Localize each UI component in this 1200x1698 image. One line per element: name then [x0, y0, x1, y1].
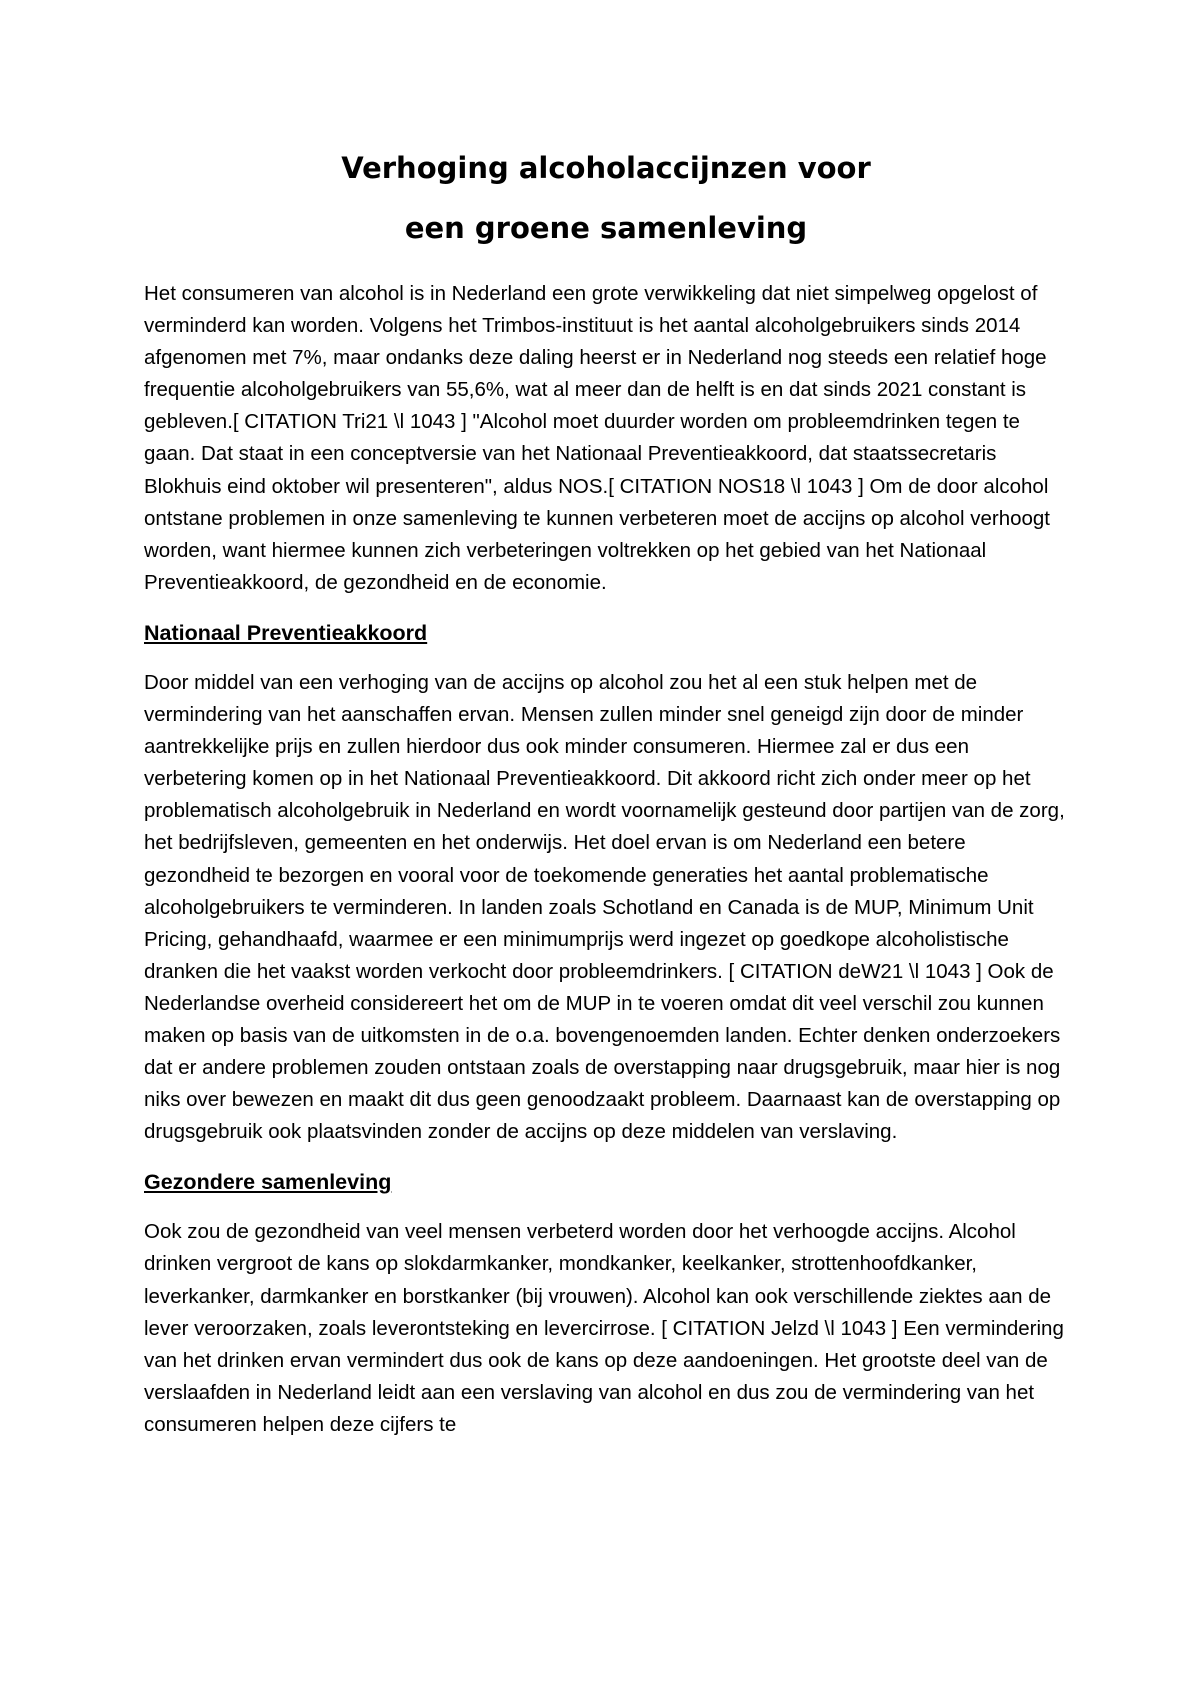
intro-paragraph: Het consumeren van alcohol is in Nederland een grote verwikkeling dat niet simpelweg opgelost of verminderd kan worden. Volgens het Trimbos-instituut is het aantal alcoholgebruikers sinds 2014 afgenomen met 7%, maar ondanks deze daling heerst er in Nederland nog steeds een relatief hoge frequentie alcoholgebruikers van 55,6%, wat al meer dan de helft is en dat sinds 2021 constant is gebleven.[ CITATION Tri21 \l 1043 ] "Alcohol moet duurder worden om probleemdrinken tegen te gaan. Dat staat in een conceptversie van het Nationaal Preventieakkoord, dat staatssecretaris Blokhuis eind oktober wil presenteren", aldus NOS.[ CITATION NOS18 \l 1043 ] Om de door alcohol ontstane problemen in onze samenleving te kunnen verbeteren moet de accijns op alcohol verhoogt worden, want hiermee kunnen zich verbeteringen voltrekken op het gebied van het Nationaal Preventieakkoord, de gezondheid en de economie. [144, 282, 1050, 594]
section-body-preventieakkoord: Door middel van een verhoging van de accijns op alcohol zou het al een stuk helpen met de vermindering van het aanschaffen ervan. Mensen zullen minder snel geneigd zijn door de minder aantrekkelijke prijs en zullen hierdoor dus ook minder consumeren. Hiermee zal er dus een verbetering komen op in het Nationaal Preventieakkoord. Dit akkoord richt zich onder meer op het problematisch alcoholgebruik in Nederland en wordt voornamelijk gesteund door partijen van de zorg, het bedrijfsleven, gemeenten en het onderwijs. Het doel ervan is om Nederland een betere gezondheid te bezorgen en vooral voor de toekomende generaties het aantal problematische alcoholgebruikers te verminderen. In landen zoals Schotland en Canada is de MUP, Minimum Unit Pricing, gehandhaafd, waarmee er een minimumprijs werd ingezet op goedkope alcoholistische dranken die het vaakst worden verkocht door probleemdrinkers. [ CITATION deW21 \l 1043 ] Ook de Nederlandse overheid considereert het om de MUP in te voeren omdat dit veel verschil zou kunnen maken op basis van de uitkomsten in de o.a. bovengenoemden landen. Echter denken onderzoekers dat er andere problemen zouden ontstaan zoals de overstapping naar drugsgebruik, maar hier is nog niks over bewezen en maakt dit dus geen genoodzaakt probleem. Daarnaast kan de overstapping op drugsgebruik ook plaatsvinden zonder de accijns op deze middelen van verslaving. [144, 670, 1065, 1144]
section-heading-gezondere-samenleving: Gezondere samenleving [144, 1170, 392, 1195]
document-title [144, 138, 1068, 258]
title-line-2: een groene samenleving [404, 211, 808, 245]
section-body-gezondere-samenleving: Ook zou de gezondheid van veel mensen verbeterd worden door het verhoogde accijns. Alcohol drinken vergroot de kans op slokdarmkanker, mondkanker, keelkanker, strottenhoofdkanker, leverkanker, darmkanker en borstkanker (bij vrouwen). Alcohol kan ook verschillende ziektes aan de lever veroorzaken, zoals leverontsteking en levercirrose. [ CITATION Jelzd \l 1043 ] Een vermindering van het drinken ervan vermindert dus ook de kans op deze aandoeningen. Het grootste deel van de verslaafden in Nederland leidt aan een verslaving van alcohol en dus zou de vermindering van het consumeren helpen deze cijfers te [144, 1220, 1064, 1436]
section-heading-preventieakkoord: Nationaal Preventieakkoord [144, 620, 428, 645]
title-line-1: Verhoging alcoholaccijnzen voor [341, 151, 871, 185]
document-content [144, 138, 1068, 1459]
